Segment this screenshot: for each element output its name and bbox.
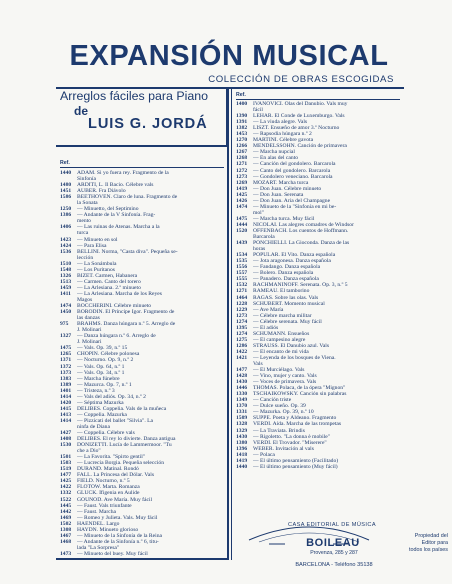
- work-title: — Faust. Vals triunfante: [77, 502, 132, 509]
- left-list-rule: [60, 167, 224, 168]
- work-title: — La Favorita. "Spirto gentil": [77, 454, 146, 461]
- work-title: — Don Juan. Serenata: [253, 191, 304, 198]
- work-title: — Marcha nupcial: [253, 149, 295, 156]
- ref-number: 1386: [60, 212, 72, 219]
- work-title: BELLINI. Norma, "Casta diva". Pequeña se-: [77, 248, 178, 255]
- work-title: la Sonata: [77, 200, 98, 207]
- work-title: Vals: [253, 361, 263, 368]
- arrangement-note: Arreglos fáciles para Piano: [60, 89, 209, 103]
- work-title: — Canción del gondolero. Barcarola: [253, 161, 336, 168]
- ref-number: 1459: [60, 284, 72, 291]
- work-title: mento: [77, 218, 91, 225]
- work-title: RAMEAU. El tamborino: [253, 288, 310, 295]
- work-title: — Canción triste: [253, 397, 292, 404]
- ref-number: 1229: [236, 306, 248, 313]
- ref-header-left: Ref.: [60, 160, 70, 166]
- ref-number: 1480: [60, 182, 72, 189]
- ref-number: 1331: [236, 409, 248, 416]
- work-title: DELIBES. El rey lo divierte. Danza antigua: [77, 436, 176, 443]
- work-title: DELIBES. Coppelia. Vals de la muñeca: [77, 405, 167, 412]
- work-title: — Polaca: [253, 451, 275, 458]
- ref-number: 1430: [236, 379, 248, 386]
- right-list-rule: [236, 99, 400, 100]
- work-title: FLOTOW. Marta. Romanza: [77, 484, 140, 491]
- work-title: — Coppelia. Mazurka: [77, 411, 127, 418]
- ref-number: 1228: [236, 300, 248, 307]
- ref-number: 1442: [60, 508, 72, 515]
- ref-number: 1446: [236, 385, 248, 392]
- ref-number: 1330: [236, 391, 248, 398]
- collection-subtitle: COLECCIÓN DE OBRAS ESCOGIDAS: [208, 74, 394, 85]
- ref-number: 1422: [236, 348, 248, 355]
- work-title: — Vals. Op. 34, n.º 1: [77, 369, 125, 376]
- work-title: J. Molinari: [77, 339, 102, 346]
- ref-number: 1274: [236, 318, 248, 325]
- work-title: — Panadero. Danza española: [253, 276, 319, 283]
- ref-number: 1451: [60, 188, 72, 195]
- work-title: — Rigoletto. "La donna è mobile": [253, 433, 330, 440]
- work-title: — Coppelia. Célebre vals: [77, 430, 135, 437]
- ref-number: 1286: [236, 342, 248, 349]
- column-divider: [227, 87, 229, 560]
- ref-number: 1453: [236, 131, 248, 138]
- ref-number: 1411: [60, 290, 71, 297]
- work-title: Magos: [77, 296, 93, 303]
- work-title: — Carmen. Canto del torero: [77, 278, 141, 285]
- ref-number: 1439: [236, 240, 248, 247]
- ref-number: 1406: [60, 224, 72, 231]
- ref-number: 1273: [236, 173, 248, 180]
- ref-number: 1477: [60, 472, 72, 479]
- work-title: — Rapsodia húngara n.º 2: [253, 131, 312, 138]
- ref-number: 1327: [60, 333, 72, 340]
- work-title: LISZT. Ensueño de amor 3.º Nocturno: [253, 125, 340, 132]
- ref-number: 1414: [60, 417, 72, 424]
- ref-number: 1556: [236, 264, 248, 271]
- work-title: PONCHIELLI. La Gioconda. Danza de las: [253, 240, 350, 247]
- ref-number: 1400: [236, 101, 248, 107]
- column-divider-inner: [231, 87, 232, 560]
- work-title: — Para Elisa: [77, 242, 107, 249]
- work-title: HAENDEL. Largo: [77, 520, 120, 527]
- work-title: NICOLAI. Las alegres comadres de Windsor: [253, 221, 354, 228]
- work-title: HAYDN. Minueto glorioso: [77, 526, 139, 533]
- ref-number: 1380: [236, 439, 248, 446]
- ref-number: 1308: [60, 526, 72, 533]
- work-title: J. Molinari: [77, 327, 102, 334]
- ref-number: 1390: [236, 113, 248, 120]
- ref-number: 1349: [236, 397, 248, 404]
- work-title: IVANOVICI. Olas del Danubio. Vals muy: [253, 101, 348, 107]
- catalog-list-left: [60, 170, 226, 557]
- publisher-city: BARCELONA - Teléfono 35138: [295, 562, 373, 568]
- ref-number: 1469: [60, 514, 72, 521]
- ref-number: 1329: [236, 427, 248, 434]
- work-title: ADAM. Si yo fuera rey. Fragmento de la: [77, 170, 169, 176]
- work-title: SCHUMANN. Ensueños: [253, 330, 310, 337]
- work-title: VERDI. Aída. Marcha de las trompetas: [253, 421, 342, 428]
- work-title: — Marcha turca. Muy fácil: [253, 215, 315, 222]
- work-title: — En alas del canto: [253, 155, 299, 162]
- ref-number: 1509: [236, 415, 248, 422]
- catalog-list-right: [236, 101, 404, 470]
- ref-number: 1427: [60, 430, 72, 437]
- work-title: ARDITI, L. Il Bacio. Célebre vals: [77, 182, 154, 189]
- work-title: VERDI. El Trovador. "Miserere": [253, 439, 327, 446]
- ref-number: 1423: [60, 236, 72, 243]
- ref-number: 1532: [236, 282, 248, 289]
- work-title: — La Arlesiana. 2.º minueto: [77, 284, 141, 291]
- ref-number: 1422: [60, 484, 72, 491]
- ref-header-right: Ref.: [236, 92, 246, 98]
- work-title: — Minueto de la "Sinfonía en mi be-: [253, 203, 337, 210]
- ref-number: 1418: [236, 451, 248, 458]
- ref-number: 1273: [236, 312, 248, 319]
- ref-number: 1275: [236, 336, 248, 343]
- work-title: FALL. La Princesa del Dólar. Vals: [77, 472, 154, 479]
- work-title: Barcarola: [253, 234, 275, 241]
- work-title: — El encanto de mi vida: [253, 348, 309, 355]
- work-title: GLUCK. Ifigenia en Aulide: [77, 490, 140, 497]
- work-title: BRAHMS. Danza húngara n.º 5. Arreglo de: [77, 321, 176, 328]
- ref-number: 1467: [60, 532, 72, 539]
- ref-number: 1272: [236, 167, 248, 174]
- ref-number: 1475: [236, 215, 248, 222]
- publisher-address: Provenza, 285 y 287: [310, 550, 358, 556]
- work-title: — La viuda alegre. Vals: [253, 119, 308, 126]
- ref-number: 1415: [60, 405, 72, 412]
- work-title: WEBER. Invitación al vals: [253, 445, 314, 452]
- ref-number: 1328: [236, 421, 248, 428]
- work-title: — Voces de primavera. Vals: [253, 379, 317, 386]
- ref-number: 1419: [236, 185, 248, 192]
- ref-number: 1419: [236, 457, 248, 464]
- ref-number: 1510: [60, 260, 72, 267]
- work-title: — Minueto en sol: [77, 236, 118, 243]
- work-title: — Lucrecia Borgia. Pequeña selección: [77, 460, 165, 467]
- ref-number: 1274: [236, 330, 248, 337]
- ref-number: 1268: [236, 155, 248, 162]
- work-title: — Gondolero veneciano. Barcarola: [253, 173, 333, 180]
- left-header-divider: [56, 145, 228, 147]
- rights-line-2: Editor para: [421, 540, 448, 547]
- work-title: lección: [77, 254, 94, 261]
- ref-number: 1473: [60, 550, 72, 557]
- ref-number: 1326: [60, 272, 72, 279]
- ref-number: 1425: [236, 191, 248, 198]
- work-title: MOZART. Marcha turca: [253, 179, 309, 186]
- work-title: — El campesino alegre: [253, 336, 306, 343]
- work-title: che a Dio": [77, 448, 101, 455]
- ref-number: 1421: [236, 354, 248, 361]
- ref-number: 1530: [60, 442, 72, 449]
- work-title: SUPPE. Poeta y Aldeano. Fragmento: [253, 415, 337, 422]
- ref-number: 1535: [236, 258, 248, 265]
- work-title: — La Sonámbula: [77, 260, 117, 267]
- work-title: — Leyenda de los bosques de Viena.: [253, 354, 336, 361]
- work-title: FIELD. Nocturno, n.º 5: [77, 478, 130, 485]
- ref-number: 1475: [60, 345, 72, 352]
- work-title: MENDELSSOHN. Canción de primavera: [253, 143, 347, 150]
- by-label: de: [74, 104, 89, 118]
- work-title: — Célebre marcha militar: [253, 312, 312, 319]
- work-title: las danzas: [77, 315, 100, 322]
- work-title: — Pizzicati del ballet "Silvia". La: [77, 417, 154, 424]
- ref-number: 1332: [60, 490, 72, 497]
- work-title: — El adiós: [253, 324, 279, 331]
- work-title: — Danza húngara n.º 6. Arreglo de: [77, 333, 156, 340]
- bottom-divider: [56, 558, 228, 560]
- work-title: — Mazurca. Op. 7, n.º 1: [77, 381, 132, 388]
- work-title: — Nocturno. Op. 9, n.º 2: [77, 357, 134, 364]
- work-title: lada "La Sorpresa": [77, 544, 120, 551]
- ref-number: 1513: [60, 278, 72, 285]
- ref-number: 1408: [60, 436, 72, 443]
- work-title: — El Murciélago. Vals: [253, 367, 305, 374]
- work-title: — Ave María: [253, 306, 284, 313]
- ref-number: 1519: [60, 466, 72, 473]
- ref-number: 1373: [60, 369, 72, 376]
- work-title: — Don Juan. Célebre minueto: [253, 185, 322, 192]
- work-title: — Vino, mujer y canto. Vals: [253, 373, 317, 380]
- ref-number: 1389: [60, 381, 72, 388]
- publisher-name: BOILEAU: [306, 537, 360, 549]
- ref-number: 1271: [236, 161, 248, 168]
- ref-number: 1428: [236, 373, 248, 380]
- ref-number: 1266: [236, 143, 248, 150]
- work-title: — Los Puritanos: [77, 266, 115, 273]
- composer-name: LUIS G. JORDÁ: [88, 116, 208, 132]
- work-title: LEHAR. El Conde de Luxemburgo. Vals: [253, 113, 345, 120]
- work-title: — Célebre serenata. Muy fácil: [253, 318, 322, 325]
- ref-number: 1271: [236, 288, 248, 295]
- work-title: BORODIN. El Príncipe Igor. Fragmento de: [77, 309, 175, 316]
- work-title: — El último pensamiento (Facilitado): [253, 457, 339, 464]
- work-title: — Las ruinas de Atenas. Marcha a la: [77, 224, 160, 231]
- work-title: — El último pensamiento (Muy fácil): [253, 463, 338, 470]
- work-title: POPULAR. El Vito. Danza española: [253, 252, 336, 259]
- rights-line-1: Propiedad del: [414, 533, 448, 539]
- ref-number: 975: [60, 321, 69, 328]
- work-title: RACHMANINOFF. Serenata. Op. 3, n.º 5: [253, 282, 348, 289]
- ref-number: 1520: [236, 227, 248, 234]
- ref-number: 1501: [60, 454, 72, 461]
- work-title: TSCHAIKOWSKY. Canción sin palabras: [253, 391, 347, 398]
- ref-number: 1444: [236, 221, 248, 228]
- ref-number: 1382: [236, 125, 248, 132]
- ref-number: 1396: [236, 445, 248, 452]
- work-title: — Andante de la Sinfonía n.º 6, titu-: [77, 538, 159, 545]
- ref-number: 1370: [236, 403, 248, 410]
- ref-number: 1426: [236, 197, 248, 204]
- work-title: Sinfonía: [77, 176, 96, 183]
- ref-number: 1401: [60, 387, 72, 394]
- work-title: — Mazurka. Op. 39, n.º 10: [253, 409, 314, 416]
- ref-number: 1425: [60, 478, 72, 485]
- work-title: — Tristeza, n.º 3: [77, 387, 115, 394]
- work-title: fácil: [253, 107, 263, 114]
- ref-number: 1450: [60, 309, 72, 316]
- ref-number: 1265: [60, 351, 72, 358]
- work-title: THOMAS. Polaca, de la ópera "Mignon": [253, 385, 346, 392]
- work-title: — Dulce sueño. Op. 39: [253, 403, 306, 410]
- top-divider: [228, 87, 404, 89]
- ref-number: 1548: [60, 266, 72, 273]
- list-item: [236, 464, 404, 470]
- ref-number: 1391: [236, 119, 248, 126]
- ref-number: 1250: [60, 206, 72, 213]
- rights-line-3: todos los países: [409, 547, 448, 554]
- work-title: BEETHOVEN. Claro de luna. Fragmento de: [77, 194, 178, 201]
- work-title: AUBER. Fra Diávolo: [77, 188, 126, 195]
- ref-number: 1372: [60, 363, 72, 370]
- rights-notice: [396, 533, 448, 555]
- ref-number: 1440: [236, 463, 248, 470]
- work-title: — La Arlesiana. Marcha de los Reyes: [77, 290, 162, 297]
- work-title: — Marcha fúnebre: [77, 375, 120, 382]
- ref-number: 1440: [60, 170, 72, 176]
- work-title: — Jota aragonesa. Danza española: [253, 258, 331, 265]
- collection-title: EXPANSIÓN MUSICAL: [69, 40, 389, 72]
- work-title: CHOPIN. Célebre polonesa: [77, 351, 140, 358]
- ref-number: 1464: [236, 294, 248, 301]
- work-title: — Vals. Op. 64, n.º 1: [77, 363, 125, 370]
- ref-number: 1536: [60, 248, 72, 255]
- work-title: mol": [253, 209, 264, 216]
- ref-number: 1413: [60, 411, 72, 418]
- ref-number: 1474: [60, 303, 72, 310]
- ref-number: 1395: [236, 324, 248, 331]
- work-title: — Romeo y Julieta. Vals. Muy fácil: [77, 514, 158, 521]
- ref-number: 1503: [60, 460, 72, 467]
- work-title: — Don Juan. Aria del Champagne: [253, 197, 331, 204]
- publisher-arc-text: CASA EDITORIAL DE MÚSICA: [288, 522, 376, 528]
- work-title: DONIZETTI. Lucía de Lammermoor. "Tu: [77, 442, 172, 449]
- work-title: — Séptima Mazurka: [77, 399, 124, 406]
- work-title: ninfa de Diana: [77, 423, 110, 430]
- ref-number: 1269: [236, 179, 248, 186]
- ref-number: 1474: [236, 203, 248, 210]
- ref-number: 1414: [60, 393, 72, 400]
- work-title: OFFENBACH. Los cuentos de Hoffmann.: [253, 227, 349, 234]
- work-title: GOUNOD. Ave María. Muy fácil: [77, 496, 153, 503]
- ref-number: 1424: [60, 242, 72, 249]
- ref-number: 1557: [236, 270, 248, 277]
- list-item: [60, 551, 226, 557]
- work-title: MARTINI. Célebre gavota: [253, 137, 314, 144]
- work-title: — Fandango. Danza española: [253, 264, 321, 271]
- work-title: SCHUBERT. Momento musical: [253, 300, 325, 307]
- work-title: BIZET. Carmen, Habanera: [77, 272, 138, 279]
- work-title: turca: [77, 230, 89, 237]
- work-title: — Minuetto, del Septimino: [77, 206, 139, 213]
- work-title: — Bolero. Danza española: [253, 270, 314, 277]
- work-title: — Vals. Op. 39, n.º 15: [77, 345, 128, 352]
- work-title: DURAND. Matinal. Rondó: [77, 466, 139, 473]
- ref-number: 1383: [60, 375, 72, 382]
- work-title: — Minueto de la Sinfonía de la Reina: [77, 532, 162, 539]
- work-title: — Faust. Marcha: [77, 508, 116, 515]
- work-title: RAGAS. Sobre las olas. Vals: [253, 294, 319, 301]
- ref-number: 1555: [236, 276, 248, 283]
- ref-number: 1586: [60, 194, 72, 201]
- ref-number: 1477: [236, 367, 248, 374]
- ref-number: 1371: [60, 357, 72, 364]
- ref-number: 1267: [236, 149, 248, 156]
- ref-number: 1468: [60, 538, 72, 545]
- work-title: — La Traviata. Brindis: [253, 427, 305, 434]
- work-title: STRAUSS. El Danubio azul. Vals: [253, 342, 330, 349]
- ref-number: 1430: [236, 433, 248, 440]
- work-title: — Vals del adiós. Op. 34, n.º 2: [77, 393, 146, 400]
- ref-number: 1502: [60, 520, 72, 527]
- work-title: BOCCHERINI. Célebre minueto: [77, 303, 152, 310]
- ref-number: 1534: [236, 252, 248, 259]
- work-title: — Andante de la V Sinfonía. Frag-: [77, 212, 156, 219]
- work-title: — Minueto del buey. Muy fácil: [77, 550, 148, 557]
- work-title: — Canto del gondolero. Barcarola: [253, 167, 331, 174]
- ref-number: 1522: [60, 496, 72, 503]
- ref-number: 1445: [60, 502, 72, 509]
- ref-number: 1420: [60, 399, 72, 406]
- ref-number: 1270: [236, 137, 248, 144]
- work-title: horas: [253, 246, 266, 253]
